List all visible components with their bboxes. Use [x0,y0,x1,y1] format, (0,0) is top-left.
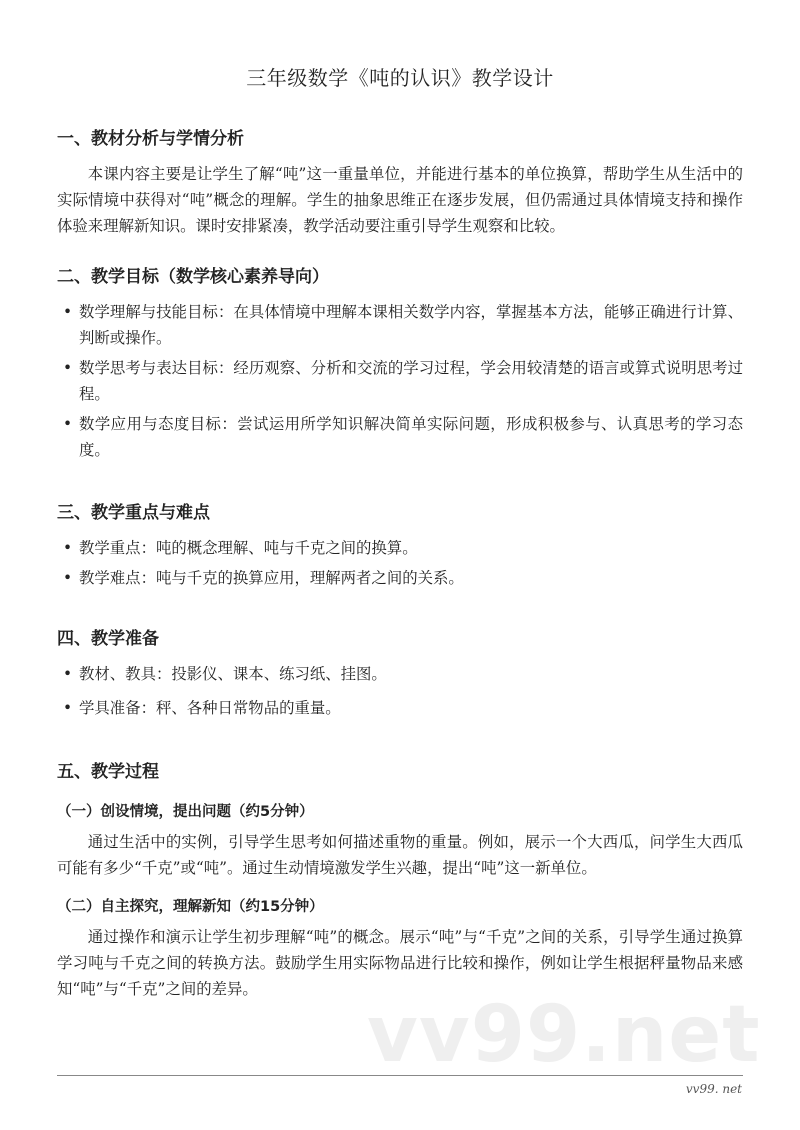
list-item: • 学具准备：秤、各种日常物品的重量。 [57,695,743,721]
list-item: • 数学理解与技能目标：在具体情境中理解本课相关数学内容，掌握基本方法，能够正确进行计算、判断或操作。 [57,299,743,351]
section-heading: 二、教学目标（数学核心素养导向） [57,267,329,287]
list-item: • 数学应用与态度目标：尝试运用所学知识解决简单实际问题，形成积极参与、认真思考的学习态度。 [57,411,743,463]
section-heading: 一、教材分析与学情分析 [57,129,244,149]
section-analysis [57,124,743,239]
section-process [57,757,743,1002]
list-item: • 教学重点：吨的概念理解、吨与千克之间的换算。 [57,535,743,561]
section-key-points [57,498,743,595]
subsection-paragraph: 通过生活中的实例，引导学生思考如何描述重物的重量。例如，展示一个大西瓜，问学生大西瓜可能有多少“千克”或“吨”。通过生动情境激发学生兴趣，提出“吨”这一新单位。 [57,833,743,877]
document-title: 三年级数学《吨的认识》教学设计 [246,66,554,90]
section-heading: 五、教学过程 [57,762,159,782]
list-item: • 教学难点：吨与千克的换算应用，理解两者之间的关系。 [57,565,743,591]
subsection-heading: （二）自主探究，理解新知（约15分钟） [57,899,324,915]
section-preparation [57,624,743,725]
section-heading: 四、教学准备 [57,629,159,649]
section-objectives [57,262,743,467]
section-heading: 三、教学重点与难点 [57,503,210,523]
list-item: • 数学思考与表达目标：经历观察、分析和交流的学习过程，学会用较清楚的语言或算式说明思考过程。 [57,355,743,407]
footer-text: vv99. net [685,1082,742,1096]
watermark: vv99.net [367,990,761,1080]
subsection-paragraph: 通过操作和演示让学生初步理解“吨”的概念。展示“吨”与“千克”之间的关系，引导学生通过换算学习吨与千克之间的转换方法。鼓励学生用实际物品进行比较和操作，例如让学生根据秤量物品来感知“吨”与“千克”之间的差异。 [57,928,743,998]
list-item: • 教材、教具：投影仪、课本、练习纸、挂图。 [57,661,743,687]
section-paragraph: 本课内容主要是让学生了解“吨”这一重量单位，并能进行基本的单位换算，帮助学生从生活中的实际情境中获得对“吨”概念的理解。学生的抽象思维正在逐步发展，但仍需通过具体情境支持和操作体验来理解新知识。课时安排紧凑，教学活动要注重引导学生观察和比较。 [57,165,743,235]
subsection-heading: （一）创设情境，提出问题（约5分钟） [57,804,314,820]
footer-divider [57,1075,743,1076]
